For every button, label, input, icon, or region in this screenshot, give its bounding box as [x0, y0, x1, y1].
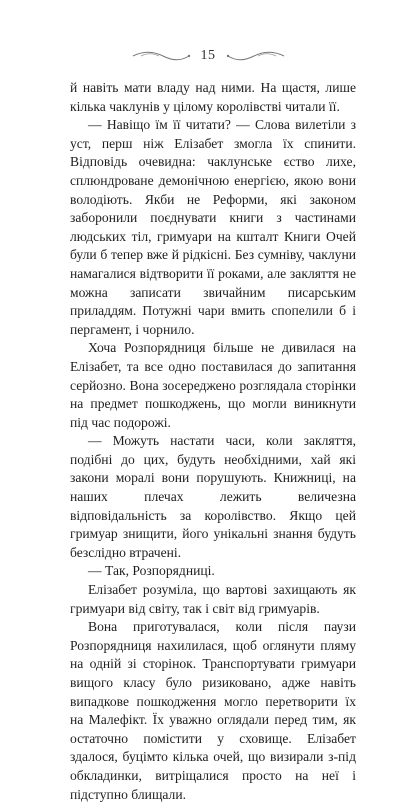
paragraph: Елізабет розуміла, що вартові захищають як гримуари від світу, так і світ від гримуарів. [70, 582, 356, 616]
paragraph: — Так, Розпорядниці. [88, 563, 215, 579]
paragraph: — Можуть настати часи, коли закляття, подібні до цих, будуть необхідними, хай які закони моралі вони порушують. Книжниці, на наших плечах лежить величезна відповідальність за королівство. Якщо цей гримуар знищити, його унікальні знання будуть безслідно втрачені. [70, 433, 356, 560]
page-number: 15 [200, 48, 216, 63]
paragraph: Вона приготувалася, коли після паузи Розпорядниця нахилилася, щоб оглянути пляму на одній зі сторінок. Транспортувати гримуари вищого класу було ризиковано, адже навіть випадкове пошкодження могло перетворити їх на Малефікт. Їх уважно оглядали перед тим, як остаточно помістити у сховище. Елізабет здалося, буцімто кілька очей, що визирали з-під обкладинки, витріщалися просто на неї і підступно блищали. [70, 619, 356, 802]
running-header [0, 44, 416, 68]
body-text [70, 79, 356, 804]
right-flourish-icon [226, 50, 286, 62]
paragraph: Хоча Розпорядниця більше не дивилася на Елізабет, та все одно поставилася до запитання серйозно. Вона зосереджено розглядала сторінки на предмет пошкоджень, що могли виникнути під час подорожі. [70, 340, 356, 430]
paragraph: — Навіщо їм її читати? — Слова вилетіли з уст, перш ніж Елізабет змогла їх спинити. Відповідь очевидна: чаклунське єство лихе, сплюндроване демонічною енергією, якою вони володіють. Якби не Реформи, які законом заборонили поєднувати книги з частинами людських тіл, гримуари на кшталт Книги Очей були б тепер вже й рідкісні. Без сумніву, чаклуни намагалися відтворити її роками, але закляття не можна записати звичайним писарським приладдям. Потужні чари вмить спопелили б і пергамент, і чорнило. [70, 117, 356, 337]
paragraph: й навіть мати владу над ними. На щастя, лише кілька чаклунів у цілому королівстві читали її. [70, 80, 356, 114]
left-flourish-icon [131, 50, 191, 62]
